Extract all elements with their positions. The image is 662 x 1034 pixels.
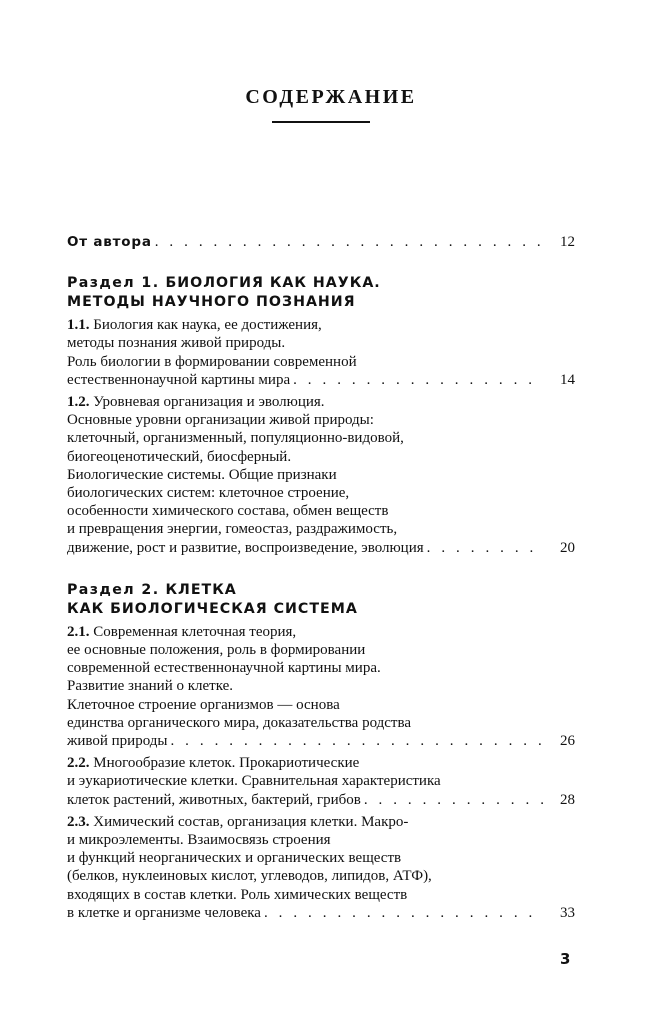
entry-text-line: входящих в состав клетки. Роль химических веществ [67, 886, 408, 903]
entry-text-line: методы познания живой природы. [67, 335, 286, 352]
entry-text-line: биогеоценотический, биосферный. [67, 448, 292, 465]
entry-number: 2.3. [67, 813, 90, 830]
entry-text-line: клеток растений, животных, бактерий, грибов [67, 791, 361, 808]
entry-text-line: Основные уровни организации живой природы: [67, 412, 374, 429]
toc-entry-2-1[interactable] [67, 623, 575, 750]
page-title: СОДЕРЖАНИЕ [245, 86, 417, 108]
entry-text-line: и функций неорганических и органических веществ [67, 850, 402, 867]
toc-entry-1-2[interactable] [67, 393, 575, 557]
entry-text-line: клеточный, организменный, популяционно-видовой, [67, 430, 404, 447]
entry-text-line: единства органического мира, доказательства родства [67, 714, 412, 731]
dot-leader [293, 371, 543, 389]
entry-text-line: Современная клеточная теория, [89, 623, 297, 640]
entry-text-line: Химический состав, организация клетки. Макро- [89, 813, 409, 830]
toc-page-number: 12 [560, 234, 575, 250]
toc-entry-2-3[interactable] [67, 813, 575, 922]
entry-number: 2.2. [67, 755, 90, 772]
toc-entry-title: От автора [67, 234, 152, 250]
page-number: 3 [560, 950, 571, 968]
section-title-line: КЛЕТКА [165, 581, 237, 598]
entry-text-line: (белков, нуклеиновых кислот, углеводов, липидов, АТФ), [67, 868, 432, 885]
entry-text-line: живой природы [67, 733, 168, 750]
entry-number: 1.2. [67, 394, 90, 411]
entry-text-line: Клеточное строение организмов — основа [67, 696, 340, 713]
section-label: Раздел 1. [67, 275, 160, 292]
toc-page-number: 20 [560, 539, 575, 556]
entry-number: 1.1. [67, 317, 90, 334]
dot-leader [264, 904, 543, 922]
entry-text-line: Биологические системы. Общие признаки [67, 466, 337, 483]
section-heading-2 [67, 581, 575, 619]
toc-page-number: 14 [560, 371, 575, 388]
dot-leader [155, 233, 543, 251]
entry-text-line: биологических систем: клеточное строение, [67, 485, 350, 502]
table-of-contents [67, 233, 575, 922]
section-heading-1 [67, 274, 575, 312]
entry-text-line: движение, рост и развитие, воспроизведение, эволюция [67, 539, 424, 556]
toc-entry-intro[interactable] [67, 233, 575, 251]
entry-text-line: и превращения энергии, гомеостаз, раздражимость, [67, 521, 398, 538]
entry-text-line: Многообразие клеток. Прокариотические [89, 755, 360, 772]
toc-page-number: 26 [560, 733, 575, 750]
entry-text-line: Роль биологии в формировании современной [67, 353, 357, 370]
section-title-line: КАК БИОЛОГИЧЕСКАЯ СИСТЕМА [67, 600, 358, 617]
entry-text-line: Уровневая организация и эволюция. [89, 394, 325, 411]
entry-text-line: особенности химического состава, обмен веществ [67, 503, 389, 520]
section-title-line: МЕТОДЫ НАУЧНОГО ПОЗНАНИЯ [67, 294, 356, 311]
section-title-line: БИОЛОГИЯ КАК НАУКА. [165, 275, 381, 292]
title-underline [272, 121, 370, 123]
toc-page-number: 28 [560, 791, 575, 808]
dot-leader [170, 732, 543, 750]
entry-text-line: ее основные положения, роль в формировании [67, 642, 366, 659]
entry-number: 2.1. [67, 623, 90, 640]
entry-text-line: современной естественнонаучной картины мира. [67, 660, 381, 677]
entry-text-line: Развитие знаний о клетке. [67, 678, 234, 695]
dot-leader [364, 791, 543, 809]
entry-text-line: Биология как наука, ее достижения, [89, 317, 322, 334]
section-label: Раздел 2. [67, 581, 160, 598]
entry-text-line: и эукариотические клетки. Сравнительная характеристика [67, 773, 441, 790]
entry-text-line: естественнонаучной картины мира [67, 371, 291, 388]
toc-page-number: 33 [560, 904, 575, 921]
toc-entry-2-2[interactable] [67, 754, 575, 809]
toc-entry-1-1[interactable] [67, 316, 575, 389]
entry-text-line: в клетке и организме человека [67, 904, 261, 921]
entry-text-line: и микроэлементы. Взаимосвязь строения [67, 832, 331, 849]
dot-leader [427, 539, 543, 557]
